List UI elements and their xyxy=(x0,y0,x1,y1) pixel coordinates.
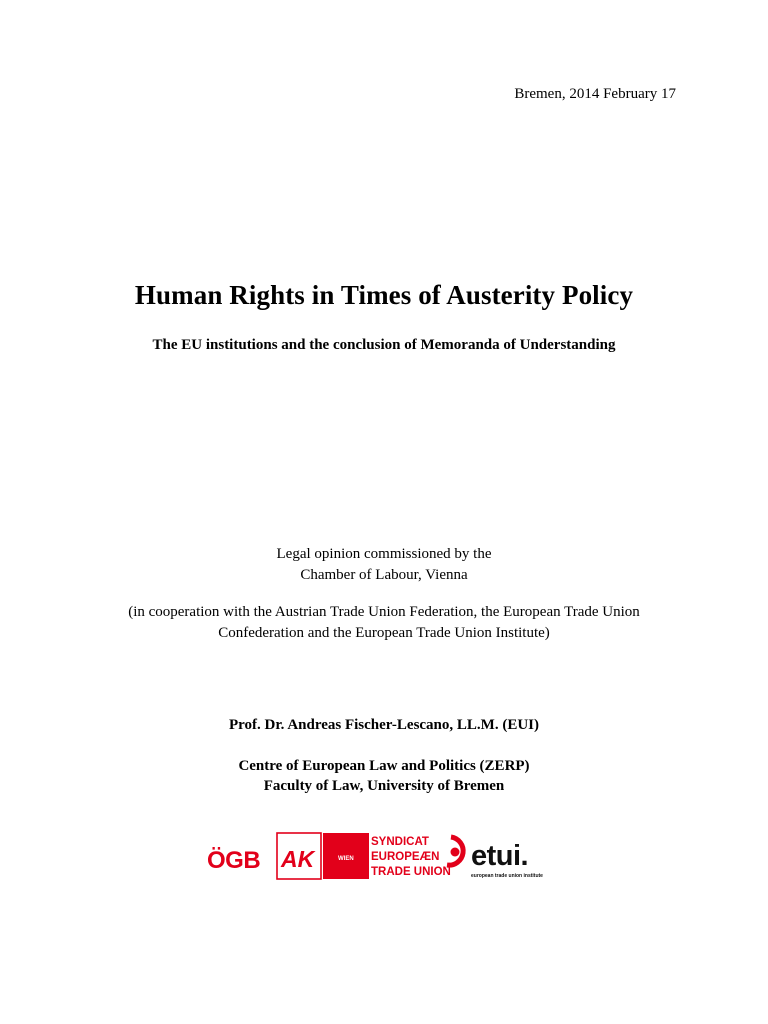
svg-text:WIEN: WIEN xyxy=(338,856,354,862)
author-affiliation xyxy=(0,756,768,796)
ak-wien-logo xyxy=(277,833,369,879)
cooperation-line-1: (in cooperation with the Austrian Trade Union Federation, the European Trade Union xyxy=(128,604,640,620)
etui-logo xyxy=(471,840,543,879)
cooperation-note xyxy=(0,602,768,644)
commission-line-2: Chamber of Labour, Vienna xyxy=(300,567,468,583)
document-title: Human Rights in Times of Austerity Policy xyxy=(134,280,634,310)
commission-note xyxy=(0,544,768,586)
partner-logos xyxy=(205,831,555,881)
document-subtitle: The EU institutions and the conclusion of Memoranda of Understanding xyxy=(152,337,616,353)
document-date: Bremen, 2014 February 17 xyxy=(514,86,676,102)
ogb-logo: ÖGB xyxy=(207,847,261,874)
affiliation-line-1: Centre of European Law and Politics (ZERP) xyxy=(238,758,530,774)
etuc-logo xyxy=(371,836,463,878)
svg-text:etui.: etui. xyxy=(471,840,529,872)
svg-text:SYNDICAT: SYNDICAT xyxy=(371,836,429,848)
svg-text:TRADE UNION: TRADE UNION xyxy=(371,866,451,878)
commission-line-1: Legal opinion commissioned by the xyxy=(276,546,492,562)
svg-text:AK: AK xyxy=(281,846,315,872)
svg-text:EUROPEÆN: EUROPEÆN xyxy=(371,851,440,863)
cooperation-line-2: Confederation and the European Trade Union Institute) xyxy=(218,625,550,641)
svg-text:european trade union institute: european trade union institute xyxy=(471,873,543,879)
affiliation-line-2: Faculty of Law, University of Bremen xyxy=(263,778,505,794)
author-name: Prof. Dr. Andreas Fischer-Lescano, LL.M. (EUI) xyxy=(229,717,539,733)
